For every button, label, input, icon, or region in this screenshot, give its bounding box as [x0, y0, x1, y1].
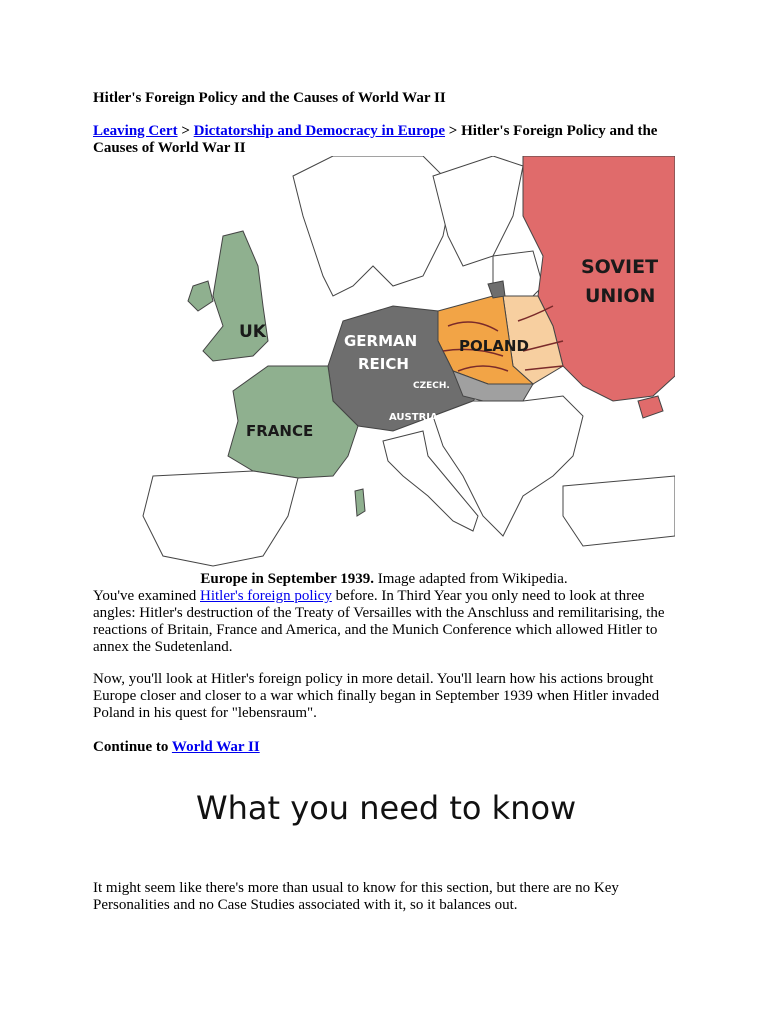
map-label-reich: REICH — [358, 355, 409, 373]
page-title: Hitler's Foreign Policy and the Causes of World War II — [93, 90, 446, 106]
breadcrumb — [93, 123, 675, 157]
breadcrumb-separator: > — [177, 123, 194, 139]
map-label-france: FRANCE — [246, 422, 314, 440]
map-label-austria: AUSTRIA — [389, 412, 438, 423]
map-label-czech: CZECH. — [413, 381, 450, 391]
map-turkey — [563, 476, 675, 546]
link-hitlers-foreign-policy[interactable]: Hitler's foreign policy — [200, 588, 332, 604]
breadcrumb-link-leaving-cert[interactable]: Leaving Cert — [93, 123, 178, 139]
map-label-poland: POLAND — [459, 337, 529, 355]
link-world-war-ii[interactable]: World War II — [171, 739, 260, 755]
intro-before: You've examined — [93, 588, 200, 604]
map-label-union: UNION — [585, 285, 656, 307]
intro-paragraph — [93, 588, 675, 656]
detail-paragraph: Now, you'll look at Hitler's foreign policy in more detail. You'll learn how his actions brought Europe closer and closer to a war which finally began in September 1939 when Hitler invaded Poland in his quest for "lebensraum". — [93, 671, 660, 721]
breadcrumb-separator: > — [445, 123, 462, 139]
map-svg — [93, 156, 675, 572]
europe-1939-map — [93, 156, 675, 572]
map-caption — [93, 571, 675, 588]
continue-label: Continue to — [93, 739, 172, 755]
caption-rest: Image adapted from Wikipedia. — [373, 571, 568, 587]
map-label-uk: UK — [239, 322, 266, 342]
balance-paragraph: It might seem like there's more than usual to know for this section, but there are no Key Personalities and no Case Studies associated with it, so it balances out. — [93, 880, 619, 913]
caption-bold: Europe in September 1939. — [200, 571, 374, 587]
map-corsica — [355, 489, 365, 516]
breadcrumb-current: Hitler's Foreign Policy and the Causes of World War II — [93, 123, 658, 156]
intro-after: before. In Third Year you only need to look at three angles: Hitler's destruction of the Treaty of Versailles with the Anschluss and remilitarising, the reactions of Britain, France and America, and the Munich Conference which allowed Hitler to annex the Sudetenland. — [93, 588, 665, 655]
map-label-soviet: SOVIET — [581, 256, 659, 278]
continue-line — [93, 739, 675, 756]
map-label-german: GERMAN — [344, 332, 418, 350]
breadcrumb-link-dictatorship[interactable]: Dictatorship and Democracy in Europe — [193, 123, 446, 139]
what-you-need-to-know-heading: What you need to know — [196, 789, 577, 827]
